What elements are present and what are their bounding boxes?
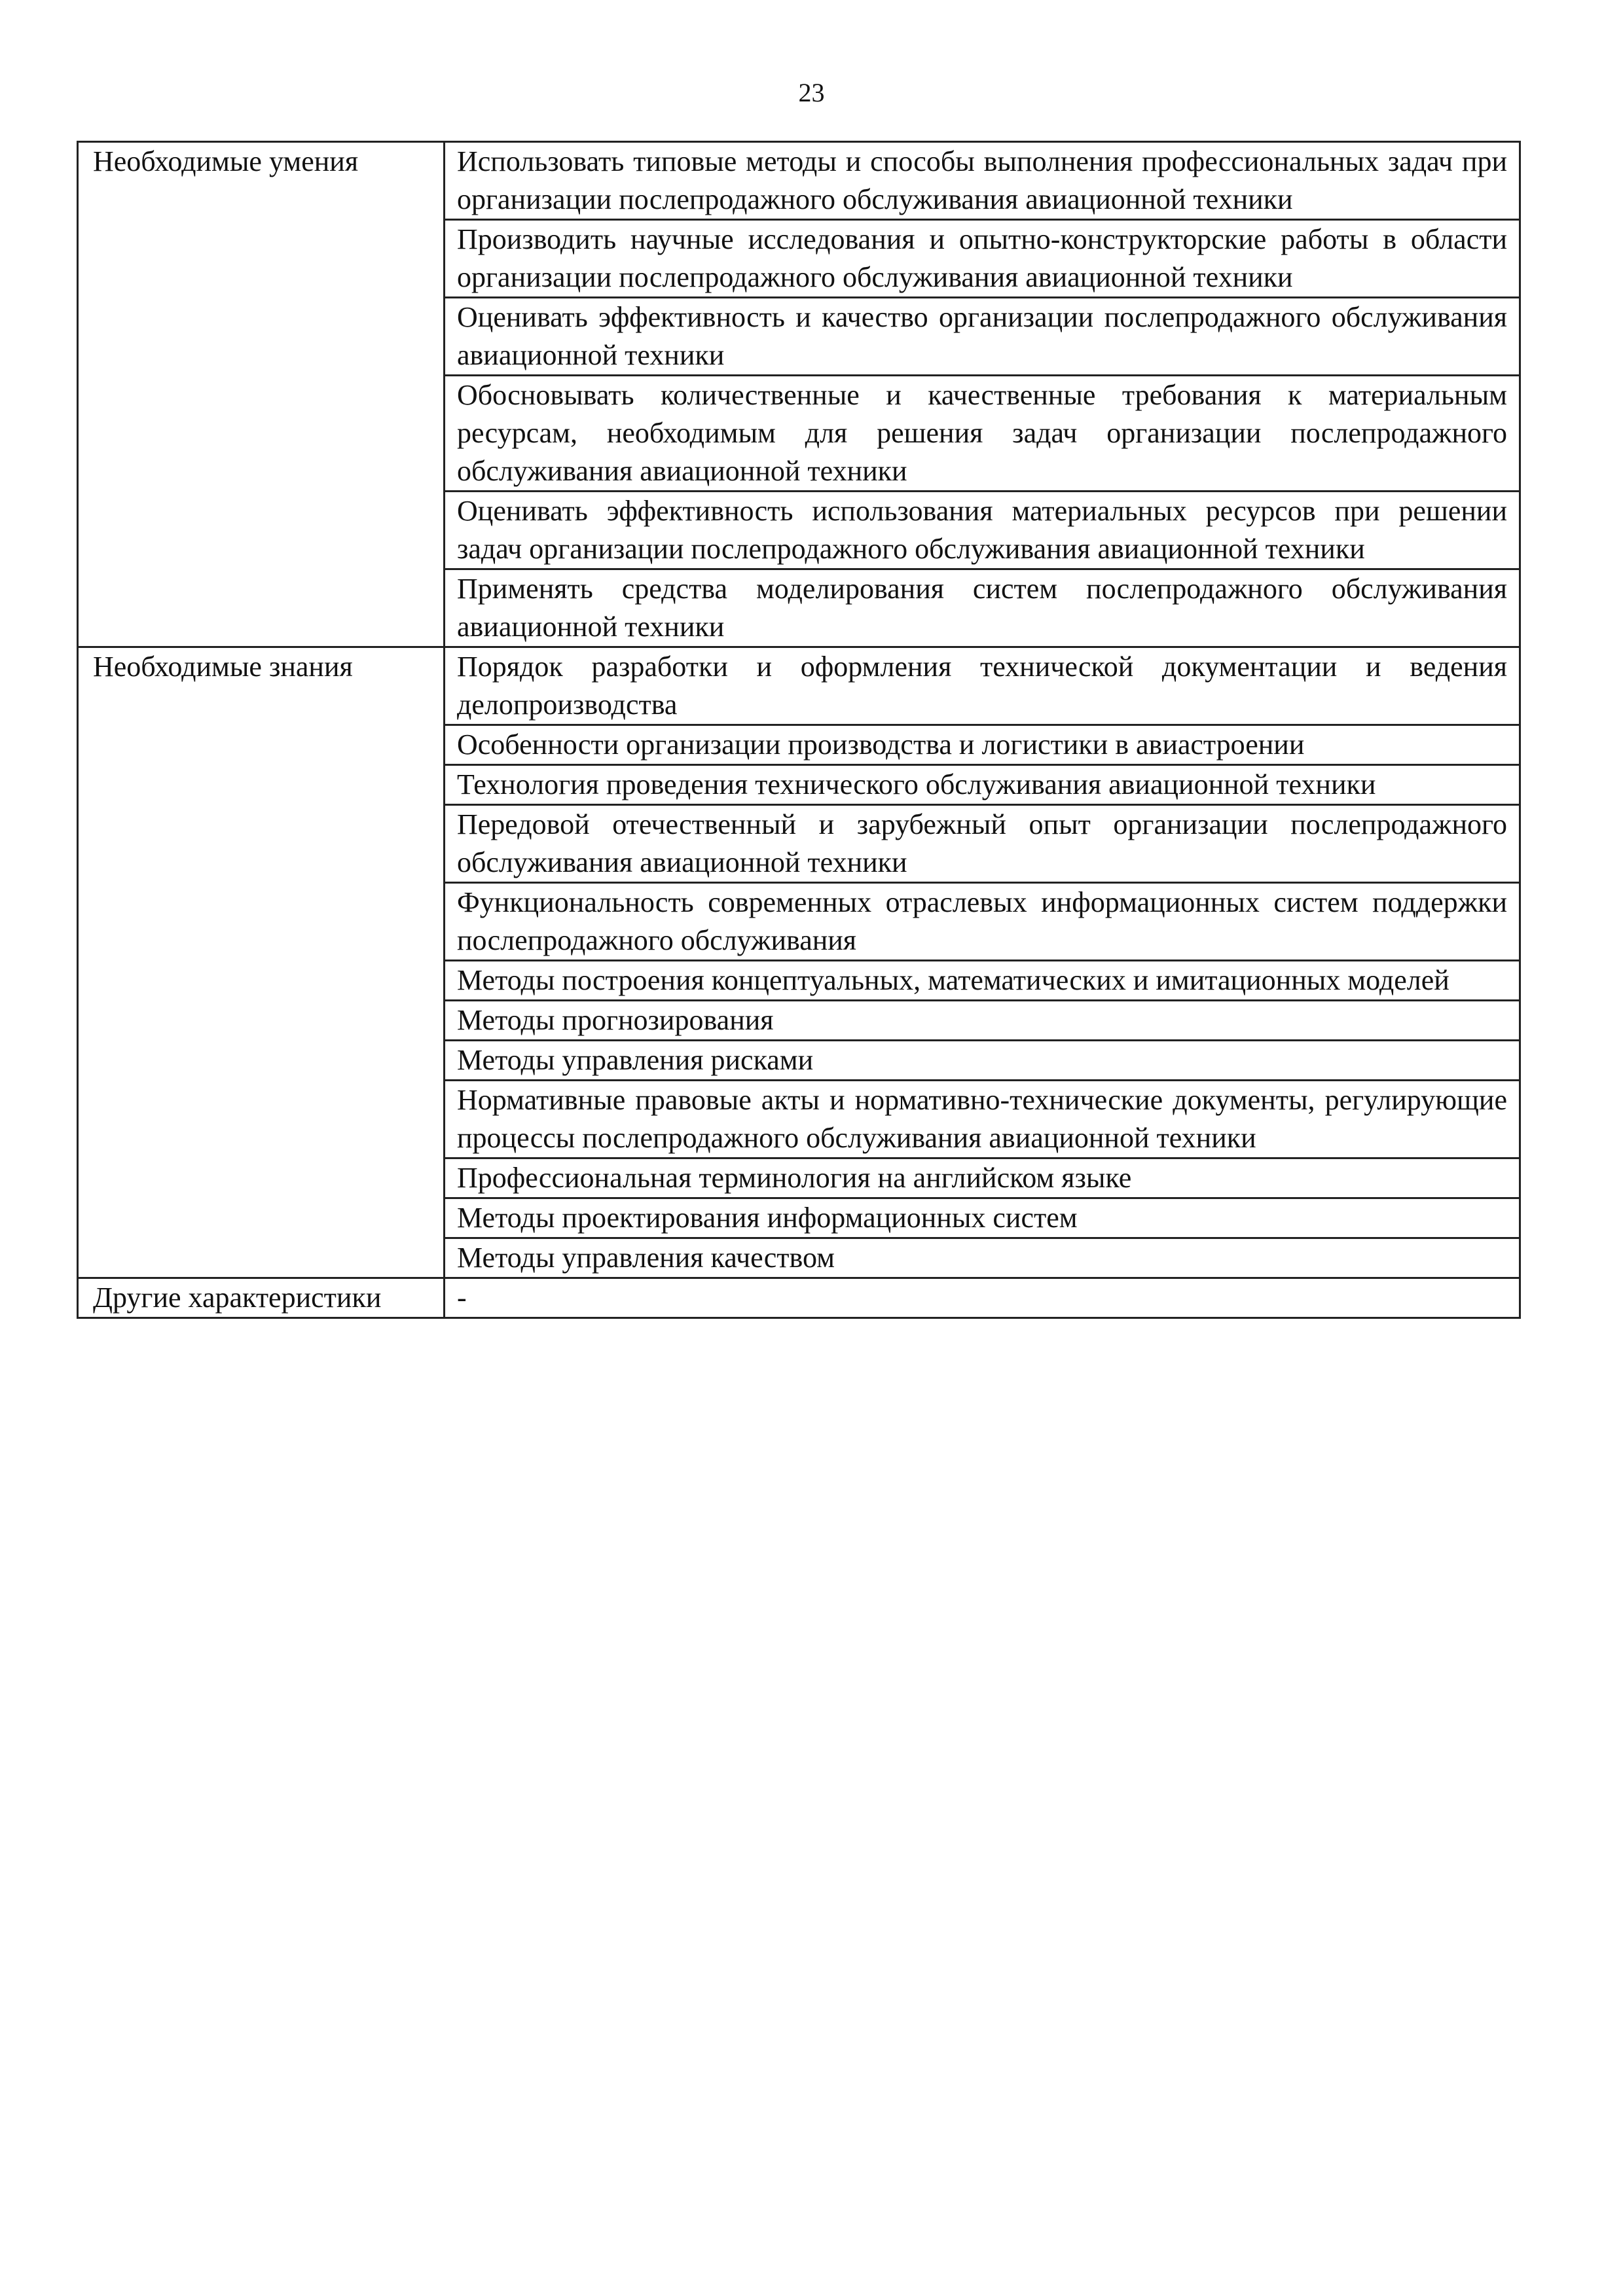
skill-item: Производить научные исследования и опытно-конструкторские работы в области организации послепродажного обслуживания авиационной техники (445, 220, 1520, 298)
skill-item: Применять средства моделирования систем послепродажного обслуживания авиационной техники (445, 569, 1520, 647)
skill-item: Оценивать эффективность и качество организации послепродажного обслуживания авиационной техники (445, 298, 1520, 376)
other-item: - (445, 1278, 1520, 1318)
skill-item: Обосновывать количественные и качественные требования к материальным ресурсам, необходимым для решения задач организации послепродажного обслуживания авиационной техники (445, 376, 1520, 492)
skill-item: Оценивать эффективность использования материальных ресурсов при решении задач организации послепродажного обслуживания авиационной техники (445, 492, 1520, 569)
section-label-knowledge: Необходимые знания (78, 647, 445, 1278)
section-label-other: Другие характеристики (78, 1278, 445, 1318)
knowledge-item: Методы проектирования информационных систем (445, 1198, 1520, 1238)
knowledge-item: Методы управления рисками (445, 1041, 1520, 1081)
table-row (78, 142, 1520, 220)
knowledge-item: Технология проведения технического обслуживания авиационной техники (445, 765, 1520, 805)
knowledge-item: Профессиональная терминология на английском языке (445, 1158, 1520, 1198)
knowledge-item: Порядок разработки и оформления технической документации и ведения делопроизводства (445, 647, 1520, 725)
table-row (78, 1278, 1520, 1318)
knowledge-item: Методы прогнозирования (445, 1001, 1520, 1041)
section-label-skills: Необходимые умения (78, 142, 445, 647)
page-number: 23 (798, 78, 825, 107)
characteristics-table (77, 141, 1521, 1319)
knowledge-item: Методы построения концептуальных, математических и имитационных моделей (445, 961, 1520, 1001)
skill-item: Использовать типовые методы и способы выполнения профессиональных задач при организации послепродажного обслуживания авиационной техники (445, 142, 1520, 220)
knowledge-item: Функциональность современных отраслевых информационных систем поддержки послепродажного обслуживания (445, 883, 1520, 961)
table-row (78, 647, 1520, 725)
knowledge-item: Методы управления качеством (445, 1238, 1520, 1278)
knowledge-item: Передовой отечественный и зарубежный опыт организации послепродажного обслуживания авиационной техники (445, 805, 1520, 883)
knowledge-item: Нормативные правовые акты и нормативно-технические документы, регулирующие процессы послепродажного обслуживания авиационной техники (445, 1081, 1520, 1158)
knowledge-item: Особенности организации производства и логистики в авиастроении (445, 725, 1520, 765)
